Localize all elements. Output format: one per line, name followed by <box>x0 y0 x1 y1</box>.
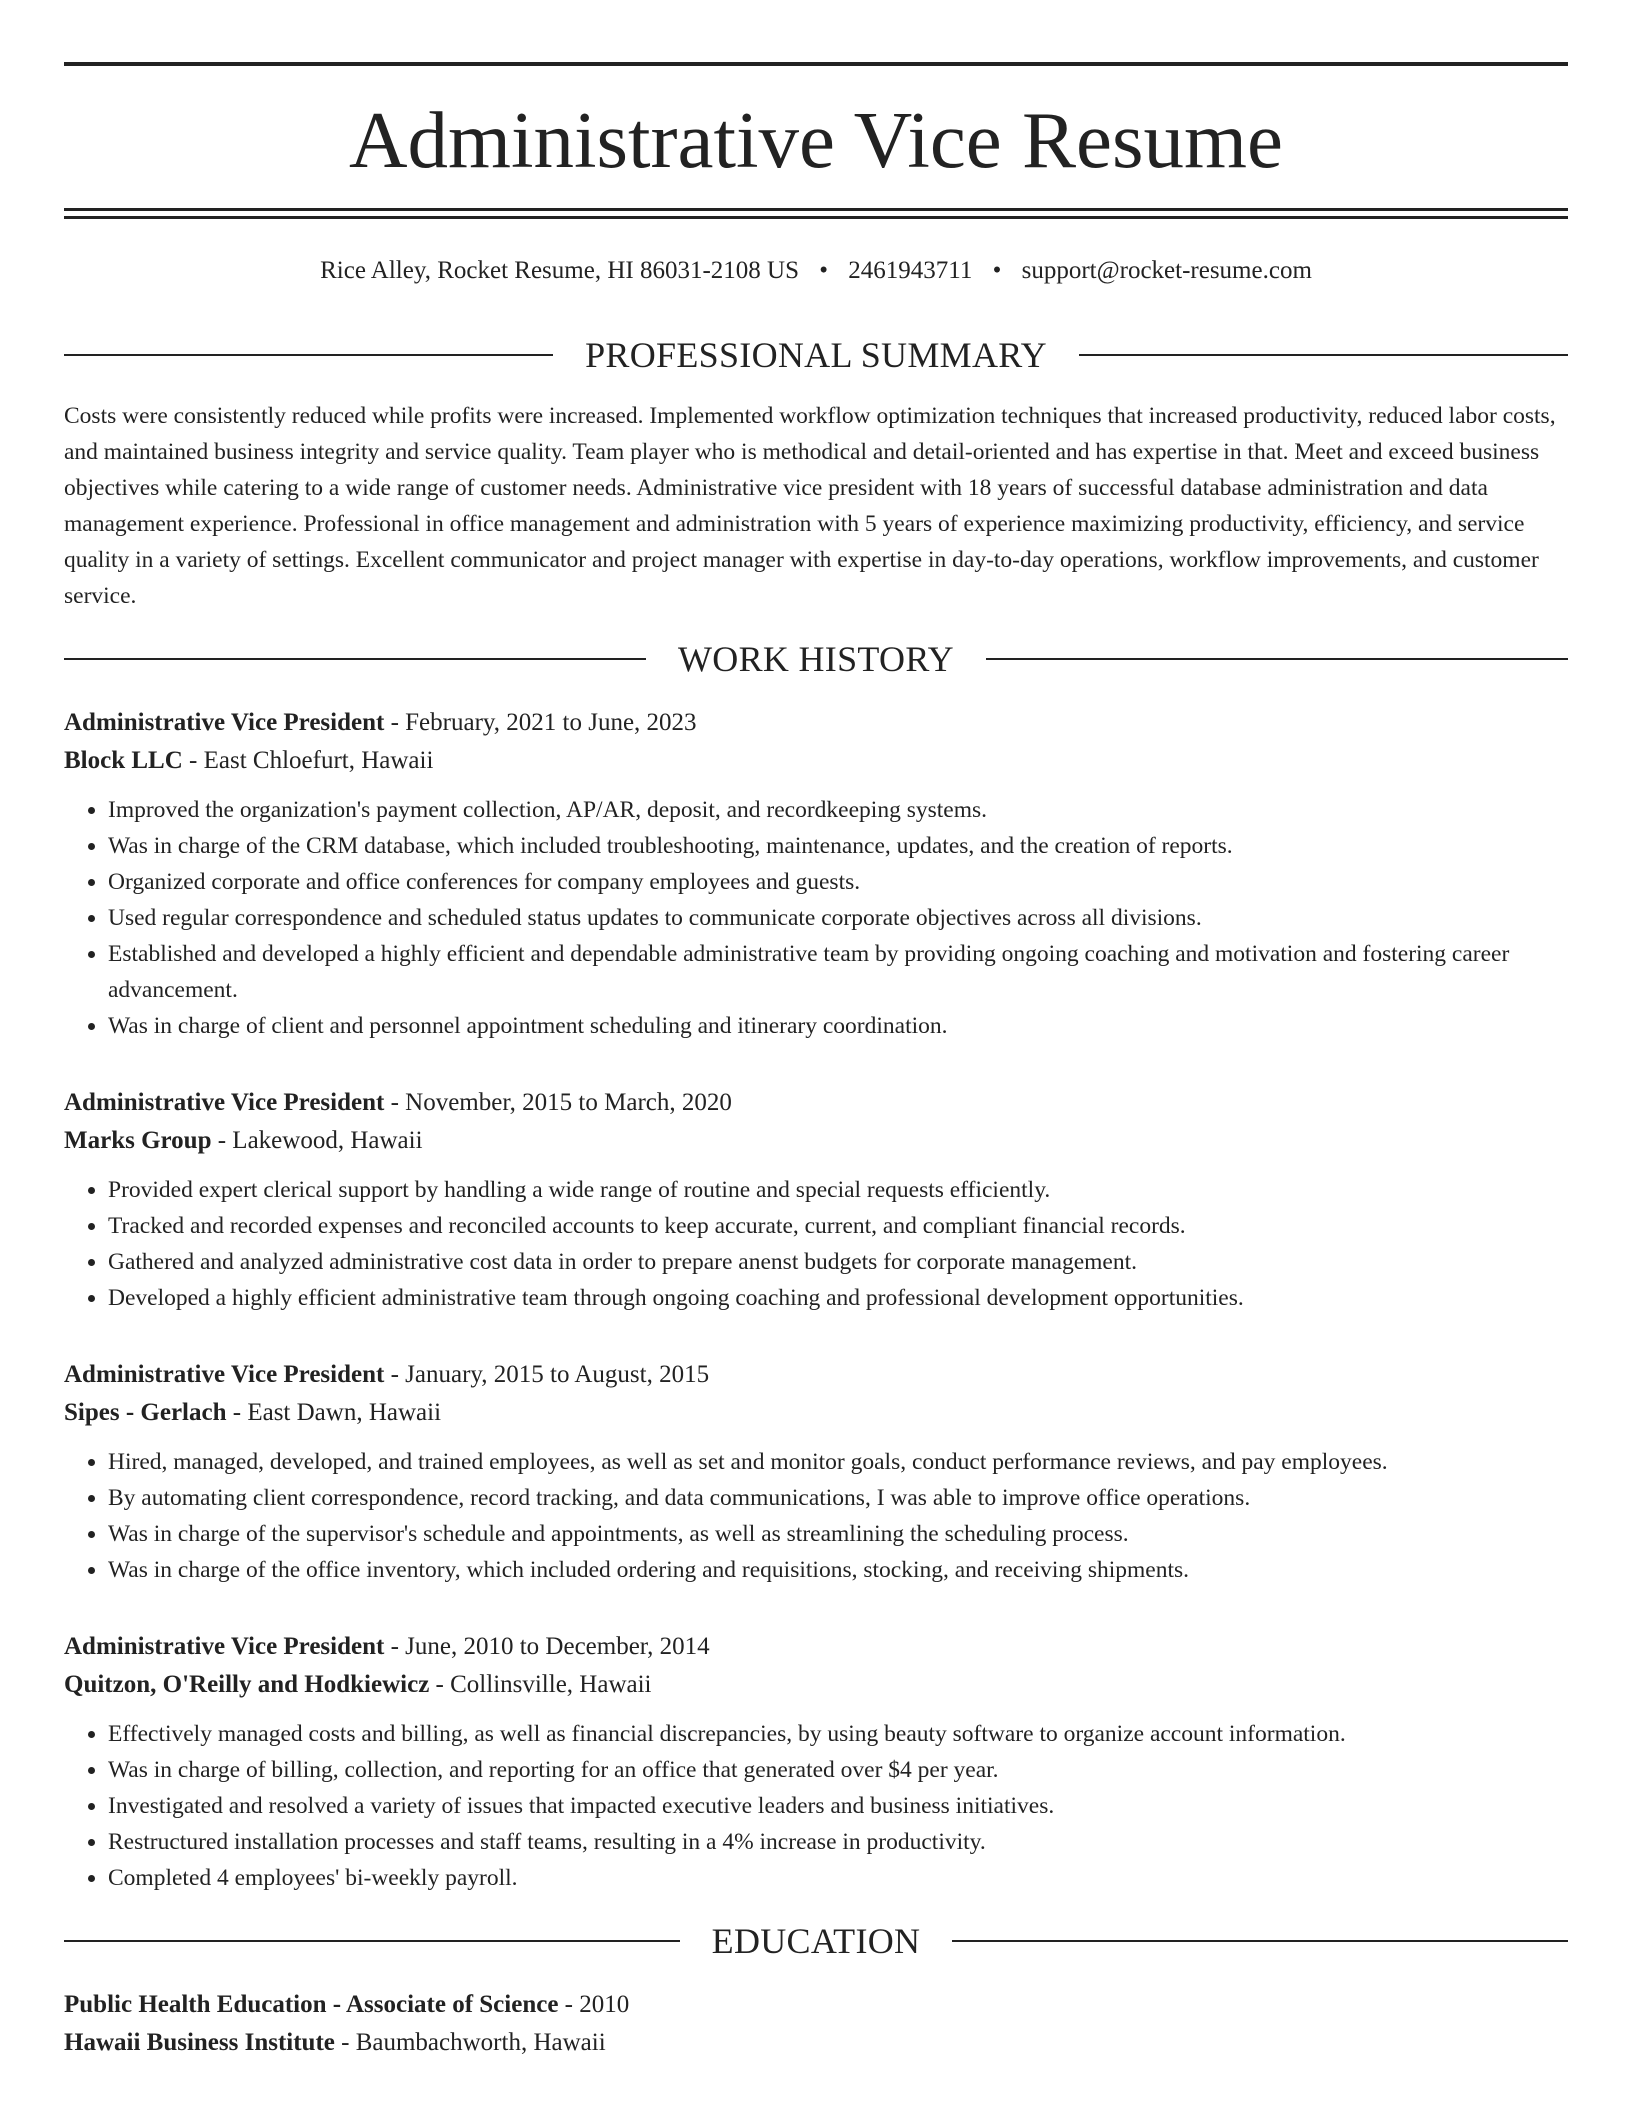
job-bullet: • Improved the organization's payment collection, AP/AR, deposit, and recordkeeping systems. <box>108 792 1568 828</box>
job-location: - Collinsville, Hawaii <box>429 1671 652 1698</box>
job-bullet: • Investigated and resolved a variety of issues that impacted executive leaders and business initiatives. <box>108 1788 1568 1824</box>
job-entry <box>64 1356 1568 1588</box>
job-company-line <box>64 1122 1568 1160</box>
job-bullet: • Was in charge of the CRM database, which included troubleshooting, maintenance, updates, and the creation of reports. <box>108 828 1568 864</box>
job-bullet: • Developed a highly efficient administrative team through ongoing coaching and professional development opportunities. <box>108 1280 1568 1316</box>
job-company: Quitzon, O'Reilly and Hodkiewicz <box>64 1671 430 1698</box>
job-bullet: • Was in charge of client and personnel appointment scheduling and itinerary coordination. <box>108 1008 1568 1044</box>
resume-title: Administrative Vice Resume <box>349 95 1283 185</box>
job-title-line <box>64 1084 1568 1122</box>
job-bullets <box>64 792 1568 1044</box>
job-entry <box>64 1628 1568 1896</box>
education-year: - 2010 <box>558 1991 630 2018</box>
education-degree-line <box>64 1986 1568 2024</box>
job-bullet: • By automating client correspondence, record tracking, and data communications, I was able to improve office operations. <box>108 1480 1568 1516</box>
job-entry <box>64 704 1568 1044</box>
job-bullet: • Organized corporate and office conferences for company employees and guests. <box>108 864 1568 900</box>
contact-separator: • <box>992 257 1002 284</box>
job-title: Administrative Vice President <box>64 1633 385 1660</box>
job-bullet: • Established and developed a highly efficient and dependable administrative team by providing ongoing coaching and motivation and fostering career advancement. <box>108 936 1568 1008</box>
work-history-heading <box>64 636 1568 682</box>
job-bullet: • Tracked and recorded expenses and reconciled accounts to keep accurate, current, and compliant financial records. <box>108 1208 1568 1244</box>
education-degree: Public Health Education - Associate of Science <box>64 1991 559 2018</box>
resume-content <box>64 332 1568 2062</box>
top-rule <box>64 62 1568 66</box>
job-bullets <box>64 1716 1568 1896</box>
heading-rule-left <box>64 354 553 356</box>
job-dates: - November, 2015 to March, 2020 <box>384 1089 732 1116</box>
education-entry <box>64 1986 1568 2062</box>
title-rule-lower <box>64 216 1568 219</box>
education-heading-label: EDUCATION <box>711 1921 921 1961</box>
job-company: Sipes - Gerlach <box>64 1399 227 1426</box>
job-bullet: • Effectively managed costs and billing, as well as financial discrepancies, by using beauty software to organize account information. <box>108 1716 1568 1752</box>
job-bullet: • Used regular correspondence and scheduled status updates to communicate corporate objectives across all divisions. <box>108 900 1568 936</box>
title-rule-upper <box>64 208 1568 211</box>
job-location: - Lakewood, Hawaii <box>211 1127 423 1154</box>
job-bullet: • Restructured installation processes and staff teams, resulting in a 4% increase in productivity. <box>108 1824 1568 1860</box>
job-dates: - February, 2021 to June, 2023 <box>384 709 697 736</box>
contact-line <box>64 254 1568 288</box>
job-dates: - January, 2015 to August, 2015 <box>384 1361 710 1388</box>
summary-heading-label: PROFESSIONAL SUMMARY <box>585 335 1047 375</box>
job-location: - East Chloefurt, Hawaii <box>182 747 434 774</box>
job-title-line <box>64 1356 1568 1394</box>
summary-text: Costs were consistently reduced while profits were increased. Implemented workflow optimization techniques that increased productivity, reduced labor costs, and maintained business integrity and service quality. Team player who is methodical and detail-oriented and has expertise in that. Meet and exceed business objectives while catering to a wide range of customer needs. Administrative vice president with 18 years of successful database administration and data management experience. Professional in office management and administration with 5 years of experience maximizing productivity, efficiency, and service quality in a variety of settings. Excellent communicator and project manager with expertise in day-to-day operations, workflow improvements, and customer service. <box>64 403 1556 609</box>
job-bullet: • Completed 4 employees' bi-weekly payroll. <box>108 1860 1568 1896</box>
job-title: Administrative Vice President <box>64 709 385 736</box>
job-company-line <box>64 1666 1568 1704</box>
job-title-line <box>64 704 1568 742</box>
job-bullet: • Was in charge of the office inventory, which included ordering and requisitions, stocking, and receiving shipments. <box>108 1552 1568 1588</box>
job-bullets <box>64 1444 1568 1588</box>
job-title: Administrative Vice President <box>64 1089 385 1116</box>
job-dates: - June, 2010 to December, 2014 <box>384 1633 710 1660</box>
job-bullets <box>64 1172 1568 1316</box>
job-bullet: • Gathered and analyzed administrative cost data in order to prepare anenst budgets for corporate management. <box>108 1244 1568 1280</box>
work-history-heading-label: WORK HISTORY <box>678 639 954 679</box>
contact-phone: 2461943711 <box>848 257 973 284</box>
job-bullet: • Was in charge of the supervisor's schedule and appointments, as well as streamlining the scheduling process. <box>108 1516 1568 1552</box>
job-company-line <box>64 1394 1568 1432</box>
job-bullet: • Hired, managed, developed, and trained employees, as well as set and monitor goals, conduct performance reviews, and pay employees. <box>108 1444 1568 1480</box>
contact-separator: • <box>819 257 828 284</box>
education-school-line <box>64 2024 1568 2062</box>
job-entry <box>64 1084 1568 1316</box>
education-location: - Baumbachworth, Hawaii <box>334 2029 606 2056</box>
job-title-line <box>64 1628 1568 1666</box>
heading-rule-left <box>64 658 646 660</box>
job-company: Marks Group <box>64 1127 212 1154</box>
heading-rule-left <box>64 1940 680 1942</box>
job-title: Administrative Vice President <box>64 1361 385 1388</box>
contact-email: support@rocket-resume.com <box>1021 257 1312 284</box>
heading-rule-right <box>952 1940 1568 1942</box>
heading-rule-right <box>1079 354 1568 356</box>
education-heading <box>64 1918 1568 1964</box>
job-bullet: • Was in charge of billing, collection, and reporting for an office that generated over $4 per year. <box>108 1752 1568 1788</box>
job-bullet: • Provided expert clerical support by handling a wide range of routine and special requests efficiently. <box>108 1172 1568 1208</box>
heading-rule-right <box>986 658 1568 660</box>
job-location: - East Dawn, Hawaii <box>226 1399 442 1426</box>
job-company-line <box>64 742 1568 780</box>
education-school: Hawaii Business Institute <box>64 2029 335 2056</box>
summary-heading <box>64 332 1568 378</box>
job-company: Block LLC <box>64 747 183 774</box>
contact-address: Rice Alley, Rocket Resume, HI 86031-2108 US <box>320 257 799 284</box>
